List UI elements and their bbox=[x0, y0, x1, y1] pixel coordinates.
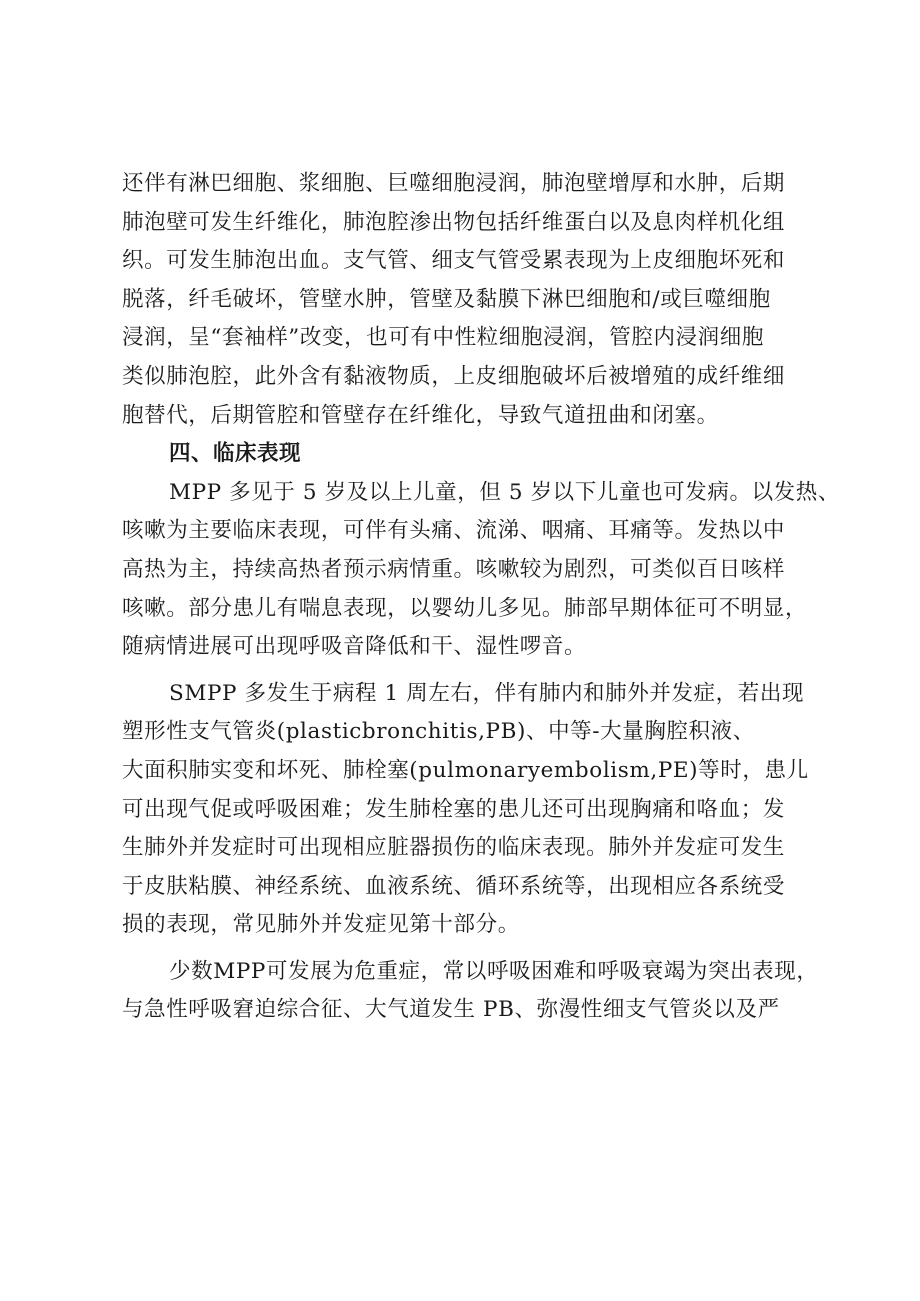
text-line: 大面积肺实变和坏死、肺栓塞(pulmonaryembolism,PE)等时，患儿 bbox=[122, 757, 809, 783]
text-line: 类似肺泡腔，此外含有黏液物质，上皮细胞破坏后被增殖的成纤维细 bbox=[122, 363, 786, 389]
body-text bbox=[122, 165, 840, 1030]
paragraph-critical bbox=[122, 953, 819, 1030]
text-line: 浸润，呈“套袖样”改变，也可有中性粒细胞浸润，管腔内浸润细胞 bbox=[122, 325, 764, 351]
text-line: SMPP 多发生于病程 1 周左右，伴有肺内和肺外并发症，若出现 bbox=[169, 680, 805, 706]
text-line: 随病情进展可出现呼吸音降低和干、湿性啰音。 bbox=[122, 634, 587, 660]
text-line: 可出现气促或呼吸困难；发生肺栓塞的患儿还可出现胸痛和咯血；发 bbox=[122, 796, 786, 822]
text-line: MPP 多见于 5 岁及以上儿童，但 5 岁以下儿童也可发病。以发热、 bbox=[169, 479, 840, 505]
section-heading: 四、临床表现 bbox=[169, 441, 302, 467]
text-line: 咳嗽。部分患儿有喘息表现，以婴幼儿多见。肺部早期体征可不明显， bbox=[122, 595, 808, 621]
text-line: 生肺外并发症时可出现相应脏器损伤的临床表现。肺外并发症可发生 bbox=[122, 835, 786, 861]
text-line: 织。可发生肺泡出血。支气管、细支气管受累表现为上皮细胞坏死和 bbox=[122, 248, 786, 274]
text-line: 于皮肤粘膜、神经系统、血液系统、循环系统等，出现相应各系统受 bbox=[122, 873, 786, 899]
text-line: 损的表现，常见肺外并发症见第十部分。 bbox=[122, 912, 520, 938]
text-line: 少数MPP可发展为危重症，常以呼吸困难和呼吸衰竭为突出表现， bbox=[169, 958, 819, 984]
text-line: 胞替代，后期管腔和管壁存在纤维化，导致气道扭曲和闭塞。 bbox=[122, 402, 719, 428]
text-line: 咳嗽为主要临床表现，可伴有头痛、流涕、咽痛、耳痛等。发热以中 bbox=[122, 518, 786, 544]
paragraph-mpp bbox=[122, 474, 840, 667]
text-line: 还伴有淋巴细胞、浆细胞、巨噬细胞浸润，肺泡壁增厚和水肿，后期 bbox=[122, 171, 786, 196]
text-line: 塑形性支气管炎(plasticbronchitis,PB)、中等-大量胸腔积液、 bbox=[122, 719, 755, 745]
text-line: 肺泡壁可发生纤维化，肺泡腔渗出物包括纤维蛋白以及息肉样机化组 bbox=[122, 209, 786, 235]
text-line: 脱落，纤毛破坏，管壁水肿，管壁及黏膜下淋巴细胞和/或巨噬细胞 bbox=[122, 286, 771, 312]
paragraph-pathology-continued bbox=[122, 165, 812, 435]
text-line: 高热为主，持续高热者预示病情重。咳嗽较为剧烈，可类似百日咳样 bbox=[122, 556, 786, 582]
paragraph-smpp bbox=[122, 675, 812, 945]
text-line: 与急性呼吸窘迫综合征、大气道发生 PB、弥漫性细支气管炎以及严 bbox=[122, 997, 780, 1023]
